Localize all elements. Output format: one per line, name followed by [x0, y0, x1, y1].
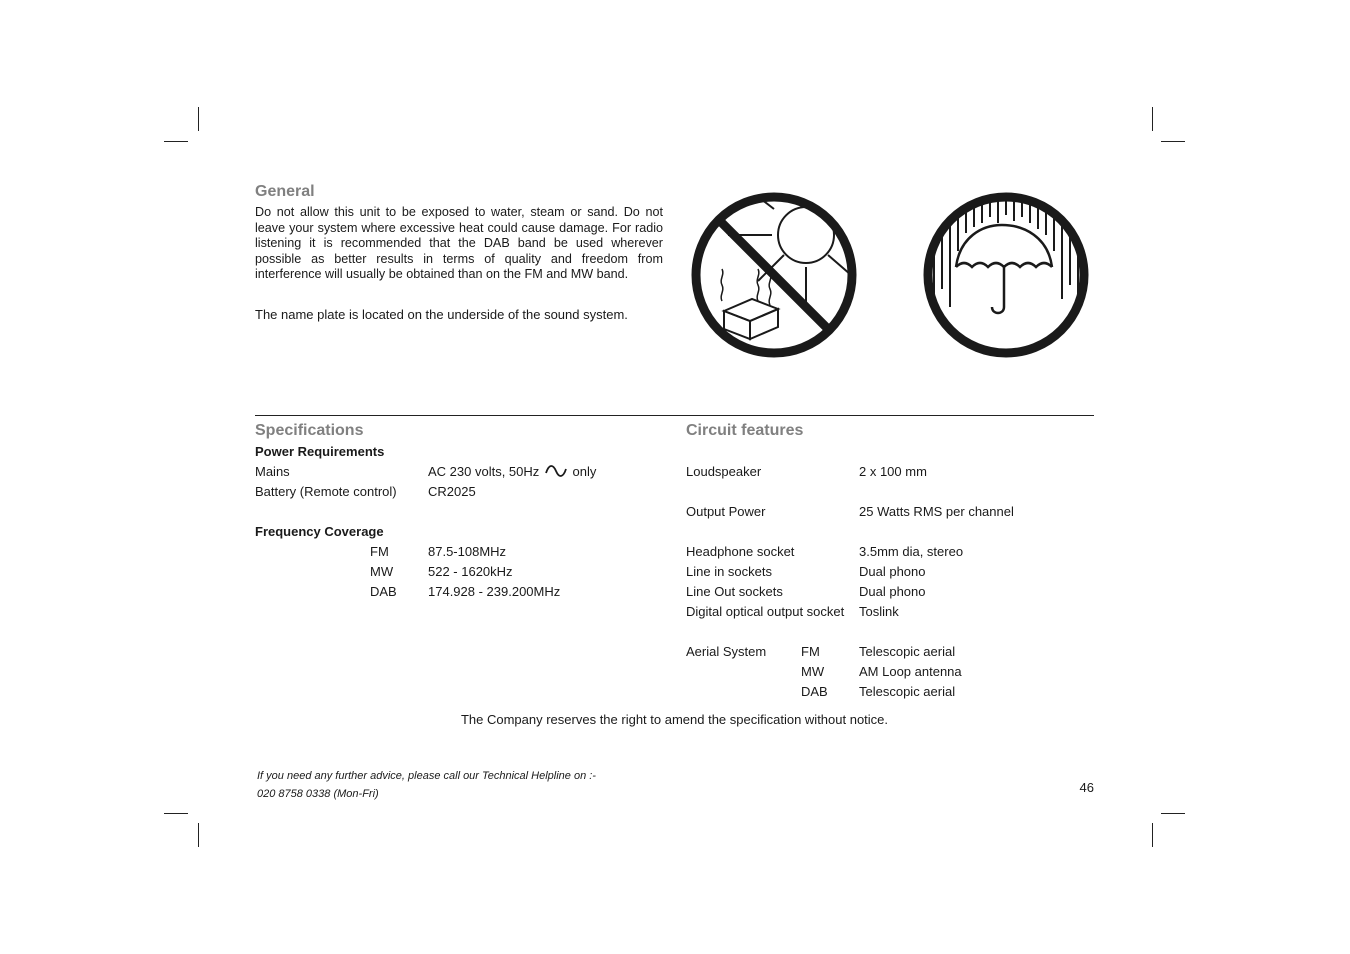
line-out-label: Line Out sockets: [686, 584, 783, 599]
section-divider: [255, 415, 1094, 416]
circuit-features-heading: Circuit features: [686, 422, 804, 439]
crop-mark: [1161, 813, 1185, 814]
helpline-text: If you need any further advice, please call our Technical Helpline on :-: [257, 770, 596, 782]
mains-only: only: [572, 464, 597, 479]
optical-output-value: Toslink: [859, 604, 899, 619]
crop-mark: [1152, 107, 1153, 131]
no-heat-steam-icon: [688, 189, 860, 361]
band-range: 522 - 1620kHz: [428, 564, 513, 579]
headphone-label: Headphone socket: [686, 544, 795, 559]
loudspeaker-value: 2 x 100 mm: [859, 464, 927, 479]
aerial-type: Telescopic aerial: [859, 644, 956, 659]
mains-voltage: AC 230 volts, 50Hz: [428, 464, 540, 479]
crop-mark: [164, 141, 188, 142]
aerial-type: AM Loop antenna: [859, 664, 962, 679]
band-range: 87.5-108MHz: [428, 544, 507, 559]
headphone-value: 3.5mm dia, stereo: [859, 544, 964, 559]
power-requirements-heading: Power Requirements: [255, 444, 385, 459]
aerial-system-label: Aerial System: [686, 644, 767, 659]
crop-mark: [1152, 823, 1153, 847]
mains-value: [428, 464, 596, 480]
ac-sine-icon: [545, 464, 567, 478]
aerial-band: MW: [801, 664, 825, 679]
specifications-heading: Specifications: [255, 422, 364, 439]
specification-notice: The Company reserves the right to amend the specification without notice.: [460, 712, 889, 727]
battery-label: Battery (Remote control): [255, 484, 397, 499]
band-label: DAB: [370, 584, 397, 599]
mains-label: Mains: [255, 464, 290, 479]
loudspeaker-label: Loudspeaker: [686, 464, 762, 479]
page-number: 46: [1079, 780, 1094, 795]
crop-mark: [198, 823, 199, 847]
umbrella-rain-icon: [920, 189, 1092, 361]
band-label: FM: [370, 544, 389, 559]
general-paragraph: Do not allow this unit to be exposed to water, steam or sand. Do not leave your system where excessive heat could cause damage. For radio listening it is recommended that the DAB band be used wherever possible as better results in terms of quality and freedom from interference will usually be obtained than on the FM and MW band.: [255, 205, 663, 281]
name-plate-note: The name plate is located on the underside of the sound system.: [255, 307, 628, 322]
band-label: MW: [370, 564, 394, 579]
crop-mark: [164, 813, 188, 814]
crop-mark: [1161, 141, 1185, 142]
aerial-band: DAB: [801, 684, 828, 699]
band-range: 174.928 - 239.200MHz: [428, 584, 561, 599]
output-power-label: Output Power: [686, 504, 766, 519]
line-out-value: Dual phono: [859, 584, 926, 599]
line-in-value: Dual phono: [859, 564, 926, 579]
general-heading: General: [255, 183, 315, 200]
aerial-band: FM: [801, 644, 820, 659]
helpline-number: 020 8758 0338 (Mon-Fri): [257, 788, 379, 800]
output-power-value: 25 Watts RMS per channel: [859, 504, 1014, 519]
line-in-label: Line in sockets: [686, 564, 772, 579]
optical-output-label: Digital optical output socket: [686, 604, 845, 619]
frequency-coverage-heading: Frequency Coverage: [255, 524, 384, 539]
battery-value: CR2025: [428, 484, 476, 499]
crop-mark: [198, 107, 199, 131]
aerial-type: Telescopic aerial: [859, 684, 956, 699]
